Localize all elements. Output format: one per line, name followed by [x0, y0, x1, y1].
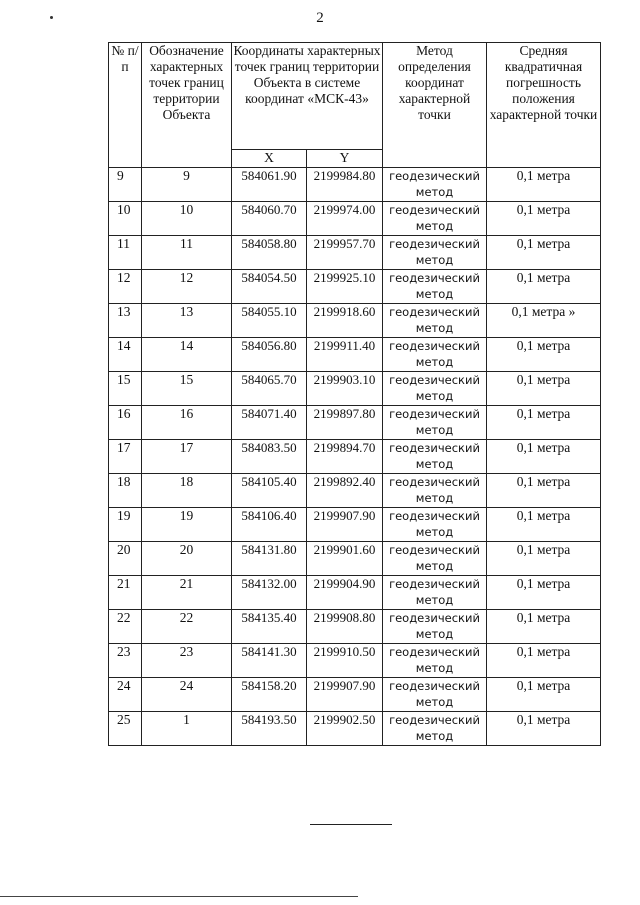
cell-num: 14	[109, 338, 142, 372]
cell-accuracy: 0,1 метра	[487, 236, 601, 270]
cell-method: геодезический метод	[383, 508, 487, 542]
cell-y: 2199903.10	[307, 372, 383, 406]
cell-num: 22	[109, 610, 142, 644]
cell-y: 2199984.80	[307, 168, 383, 202]
cell-x: 584065.70	[232, 372, 307, 406]
cell-char-point: 17	[142, 440, 232, 474]
table-row	[109, 712, 601, 746]
cell-x: 584105.40	[232, 474, 307, 508]
cell-y: 2199892.40	[307, 474, 383, 508]
table-row	[109, 474, 601, 508]
cell-char-point: 9	[142, 168, 232, 202]
cell-x: 584158.20	[232, 678, 307, 712]
header-y: Y	[307, 150, 383, 168]
cell-num: 9	[109, 168, 142, 202]
cell-num: 20	[109, 542, 142, 576]
cell-method: геодезический метод	[383, 440, 487, 474]
cell-char-point: 24	[142, 678, 232, 712]
cell-method: геодезический метод	[383, 168, 487, 202]
cell-accuracy: 0,1 метра	[487, 202, 601, 236]
cell-accuracy: 0,1 метра	[487, 610, 601, 644]
cell-accuracy: 0,1 метра	[487, 678, 601, 712]
cell-char-point: 11	[142, 236, 232, 270]
table-body	[109, 168, 601, 746]
table-row	[109, 202, 601, 236]
cell-char-point: 19	[142, 508, 232, 542]
coordinates-table	[108, 42, 601, 746]
cell-accuracy: 0,1 метра	[487, 372, 601, 406]
cell-num: 24	[109, 678, 142, 712]
cell-num: 17	[109, 440, 142, 474]
cell-char-point: 1	[142, 712, 232, 746]
cell-y: 2199902.50	[307, 712, 383, 746]
cell-char-point: 21	[142, 576, 232, 610]
cell-char-point: 10	[142, 202, 232, 236]
page-number: 2	[316, 10, 324, 26]
cell-x: 584056.80	[232, 338, 307, 372]
table-row	[109, 168, 601, 202]
cell-accuracy: 0,1 метра	[487, 644, 601, 678]
table-row	[109, 372, 601, 406]
cell-y: 2199907.90	[307, 508, 383, 542]
cell-accuracy: 0,1 метра »	[487, 304, 601, 338]
cell-num: 12	[109, 270, 142, 304]
cell-method: геодезический метод	[383, 474, 487, 508]
cell-num: 15	[109, 372, 142, 406]
cell-x: 584060.70	[232, 202, 307, 236]
cell-method: геодезический метод	[383, 678, 487, 712]
cell-method: геодезический метод	[383, 304, 487, 338]
table-row	[109, 270, 601, 304]
cell-y: 2199908.80	[307, 610, 383, 644]
cell-method: геодезический метод	[383, 270, 487, 304]
cell-accuracy: 0,1 метра	[487, 338, 601, 372]
cell-accuracy: 0,1 метра	[487, 270, 601, 304]
cell-y: 2199974.00	[307, 202, 383, 236]
cell-method: геодезический метод	[383, 644, 487, 678]
header-method: Метод определения координат характерной точки	[383, 43, 487, 168]
cell-accuracy: 0,1 метра	[487, 712, 601, 746]
header-coordinates: Координаты характерных точек границ территории Объекта в системе координат «МСК-43»	[232, 43, 383, 150]
table-row	[109, 304, 601, 338]
cell-accuracy: 0,1 метра	[487, 440, 601, 474]
cell-method: геодезический метод	[383, 406, 487, 440]
cell-method: геодезический метод	[383, 236, 487, 270]
header-char-point: Обозначение характерных точек границ территории Объекта	[142, 43, 232, 168]
cell-x: 584061.90	[232, 168, 307, 202]
cell-method: геодезический метод	[383, 372, 487, 406]
table-header-row	[109, 43, 601, 150]
cell-y: 2199901.60	[307, 542, 383, 576]
table-row	[109, 508, 601, 542]
cell-method: геодезический метод	[383, 542, 487, 576]
cell-x: 584054.50	[232, 270, 307, 304]
cell-x: 584135.40	[232, 610, 307, 644]
cell-x: 584193.50	[232, 712, 307, 746]
cell-x: 584071.40	[232, 406, 307, 440]
cell-y: 2199911.40	[307, 338, 383, 372]
cell-y: 2199897.80	[307, 406, 383, 440]
cell-y: 2199894.70	[307, 440, 383, 474]
cell-char-point: 16	[142, 406, 232, 440]
cell-x: 584055.10	[232, 304, 307, 338]
cell-accuracy: 0,1 метра	[487, 168, 601, 202]
cell-method: геодезический метод	[383, 202, 487, 236]
cell-char-point: 15	[142, 372, 232, 406]
cell-method: геодезический метод	[383, 576, 487, 610]
header-x: X	[232, 150, 307, 168]
table-row	[109, 542, 601, 576]
cell-accuracy: 0,1 метра	[487, 542, 601, 576]
cell-accuracy: 0,1 метра	[487, 474, 601, 508]
cell-char-point: 18	[142, 474, 232, 508]
cell-num: 19	[109, 508, 142, 542]
cell-accuracy: 0,1 метра	[487, 576, 601, 610]
cell-num: 16	[109, 406, 142, 440]
cell-method: геодезический метод	[383, 338, 487, 372]
table-row	[109, 406, 601, 440]
cell-y: 2199918.60	[307, 304, 383, 338]
cell-num: 25	[109, 712, 142, 746]
cell-char-point: 20	[142, 542, 232, 576]
table-row	[109, 610, 601, 644]
cell-x: 584106.40	[232, 508, 307, 542]
cell-num: 13	[109, 304, 142, 338]
cell-char-point: 13	[142, 304, 232, 338]
table-row	[109, 678, 601, 712]
cell-accuracy: 0,1 метра	[487, 508, 601, 542]
cell-x: 584131.80	[232, 542, 307, 576]
header-num: № п/п	[109, 43, 142, 168]
table-row	[109, 576, 601, 610]
cell-method: геодезический метод	[383, 712, 487, 746]
header-accuracy: Средняя квадратичная погрешность положения характерной точки	[487, 43, 601, 168]
table-row	[109, 440, 601, 474]
cell-accuracy: 0,1 метра	[487, 406, 601, 440]
cell-num: 21	[109, 576, 142, 610]
cell-x: 584058.80	[232, 236, 307, 270]
cell-method: геодезический метод	[383, 610, 487, 644]
cell-char-point: 12	[142, 270, 232, 304]
cell-num: 23	[109, 644, 142, 678]
cell-x: 584132.00	[232, 576, 307, 610]
cell-char-point: 22	[142, 610, 232, 644]
cell-y: 2199925.10	[307, 270, 383, 304]
cell-y: 2199904.90	[307, 576, 383, 610]
table-row	[109, 644, 601, 678]
table-row	[109, 236, 601, 270]
cell-char-point: 23	[142, 644, 232, 678]
cell-y: 2199910.50	[307, 644, 383, 678]
cell-num: 18	[109, 474, 142, 508]
cell-x: 584141.30	[232, 644, 307, 678]
cell-y: 2199957.70	[307, 236, 383, 270]
cell-num: 11	[109, 236, 142, 270]
cell-char-point: 14	[142, 338, 232, 372]
cell-y: 2199907.90	[307, 678, 383, 712]
bottom-rule	[0, 896, 358, 897]
cell-x: 584083.50	[232, 440, 307, 474]
table-row	[109, 338, 601, 372]
cell-num: 10	[109, 202, 142, 236]
footer-separator	[310, 824, 392, 825]
